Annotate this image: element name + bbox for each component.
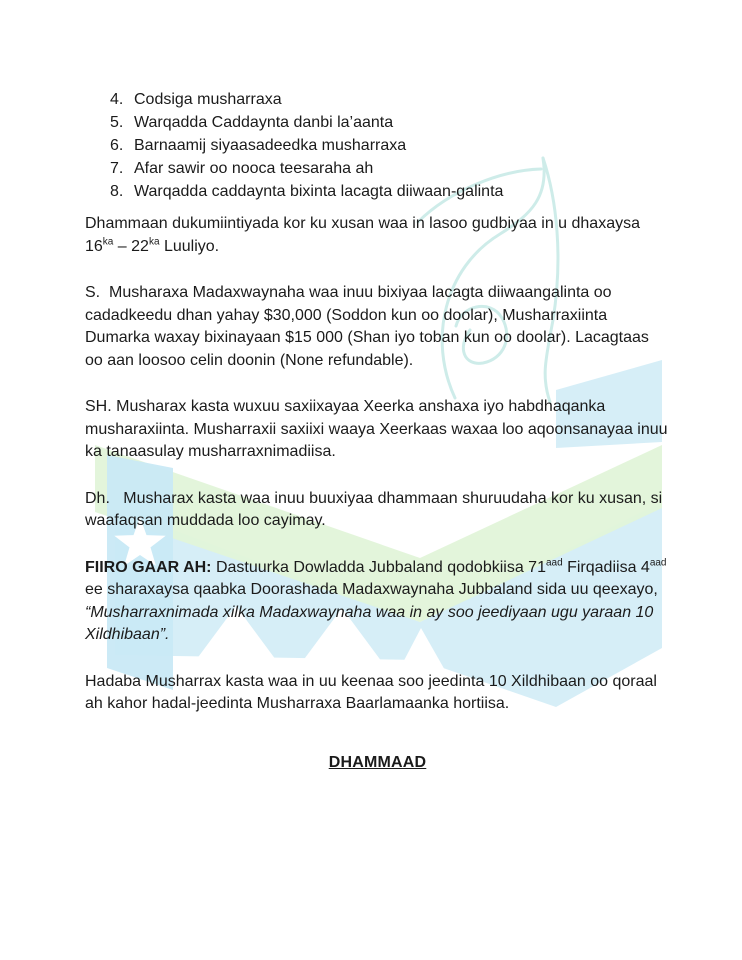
- paragraph-code-of-conduct: SH. Musharax kasta wuxuu saxiixayaa Xeerka anshaxa iyo habdhaqanka musharaxiinta. Musharraxii saxiixi waaya Xeerkaas waxaa loo aqoonsanayaa inuu ka tanaasulay musharraxnimadiisa.: [85, 398, 668, 460]
- list-item: [110, 88, 672, 111]
- ordinal-suffix: ka: [148, 236, 160, 248]
- list-item-text: Codsiga musharraxa: [134, 91, 282, 108]
- ordinal-suffix: aad: [545, 557, 563, 569]
- constitution-quote: “Musharraxnimada xilka Madaxwaynaha waa in ay soo jeediyaan ugu yaraan 10 Xildhibaan”.: [85, 603, 654, 643]
- special-note-text: Dastuurka Dowladda Jubbaland qodobkiisa 71: [211, 558, 546, 576]
- list-item: [110, 134, 672, 157]
- list-item-text: Barnaamij siyaasadeedka musharraxa: [134, 137, 407, 154]
- list-item-text: Afar sawir oo nooca teesaraha ah: [134, 160, 374, 177]
- document-end: [85, 752, 670, 774]
- deadline-text: Dhammaan dukumiintiyada kor ku xusan waa in lasoo gudbiyaa in u dhaxaysa 16: [85, 215, 640, 255]
- ordinal-suffix: ka: [102, 236, 114, 248]
- ordinal-suffix: aad: [649, 557, 667, 569]
- list-item-text: Warqadda caddaynta bixinta lacagta diiwaan-galinta: [134, 183, 504, 200]
- special-note-text: Firqadiisa 4: [562, 558, 650, 576]
- paragraph-requirements: Dh. Musharax kasta waa inuu buuxiyaa dhammaan shuruudaha kor ku xusan, si waafaqsan muddada loo cayimay.: [85, 489, 663, 529]
- paragraph-special-note: [85, 557, 670, 647]
- paragraph-registration-fee: S. Musharaxa Madaxwaynaha waa inuu bixiyaa lacagta diiwaangalinta oo cadadkeedu dhan yahay $30,000 (Soddon kun oo doolar), Musharraxiinta Dumarka waxay bixinayaan $15 000 (Shan iyo toban kun oo doolar). Lacagtaas oo aan loosoo celin doonin (None refundable).: [85, 284, 649, 369]
- list-item-number: 8.: [110, 183, 124, 200]
- deadline-text: Luuliyo.: [159, 237, 220, 255]
- list-item: [110, 111, 672, 134]
- special-note-label: FIIRO GAAR AH:: [85, 558, 212, 576]
- special-note-text: ee sharaxaysa qaabka Doorashada Madaxwaynaha Jubbaland sida uu qeexayo,: [85, 581, 658, 598]
- list-item-number: 7.: [110, 160, 124, 177]
- paragraph-final-instruction: Hadaba Musharrax kasta waa in uu keenaa soo jeedinta 10 Xildhibaan oo qoraal ah kahor hadal-jeedinta Musharraxa Baarlamaanka hortiisa.: [85, 672, 657, 712]
- list-item: [110, 157, 672, 180]
- list-item-number: 6.: [110, 137, 124, 154]
- end-label-text: DHAMMAAD: [328, 753, 427, 771]
- list-item-number: 4.: [110, 91, 124, 108]
- list-item-text: Warqadda Caddaynta danbi la’aanta: [134, 114, 394, 131]
- deadline-text: – 22: [113, 237, 149, 255]
- paragraph-deadline: [85, 213, 670, 258]
- list-item-number: 5.: [110, 114, 124, 131]
- required-documents-list: [85, 88, 672, 203]
- list-item: [110, 180, 672, 203]
